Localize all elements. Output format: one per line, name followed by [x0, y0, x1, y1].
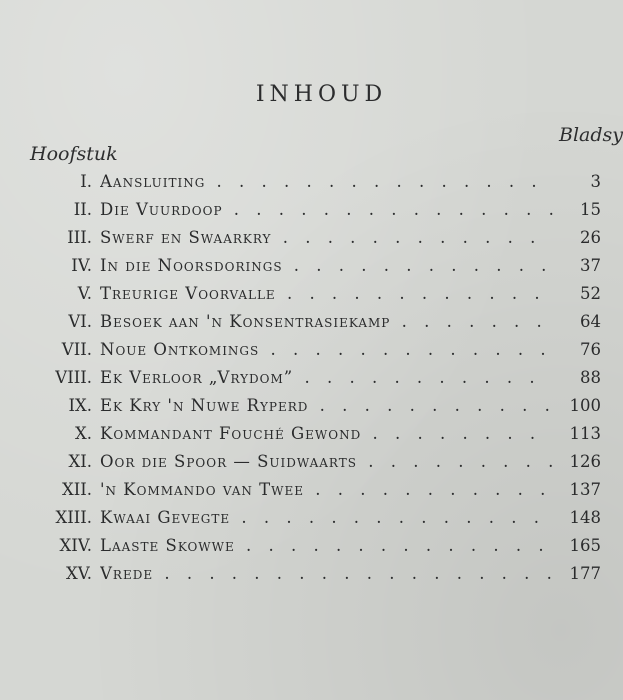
chapter-number: I. [80, 172, 92, 191]
chapter-number: XIV. [59, 536, 92, 555]
page-number: 165 [569, 536, 601, 555]
chapter-title: Treurige Voorvalle . . [100, 280, 553, 308]
page-number: 88 [580, 368, 601, 387]
page-number: 137 [569, 480, 601, 499]
chapter-number: V. [77, 284, 92, 303]
toc-entry [0, 504, 623, 532]
chapter-number: XII. [61, 480, 92, 499]
toc-entry [0, 336, 623, 364]
page-number: 64 [580, 312, 601, 331]
chapter-title: Ek Kry 'n Nuwe Ryperd . . [100, 392, 553, 420]
chapter-title: Die Vuurdoop . . [100, 196, 553, 224]
page-number: 37 [580, 256, 601, 275]
chapter-title: Ek Verloor „Vrydom” . . [100, 364, 553, 392]
chapter-title: In die Noorsdorings . . [100, 252, 553, 280]
chapter-number: X. [75, 424, 92, 443]
chapter-title: Vrede . . [100, 560, 553, 588]
toc-entry [0, 420, 623, 448]
chapter-number: IV. [71, 256, 92, 275]
chapter-number: III. [67, 228, 92, 247]
toc-entry [0, 308, 623, 336]
chapter-title: Kwaai Gevegte . . [100, 504, 553, 532]
page-number: 52 [580, 284, 601, 303]
chapter-number: II. [73, 200, 92, 219]
page-number: 177 [569, 564, 601, 583]
page-title: INHOUD [255, 82, 388, 107]
toc-entry [0, 364, 623, 392]
chapter-title: Oor die Spoor — Suidwaarts . . [100, 448, 553, 476]
page-number: 113 [569, 424, 601, 443]
page-number: 126 [569, 452, 601, 471]
chapter-title: Swerf en Swaarkry . . [100, 224, 553, 252]
chapter-title: Besoek aan 'n Konsentrasiekamp . . [100, 308, 553, 336]
page-number: 3 [590, 172, 601, 191]
toc-entry [0, 532, 623, 560]
chapter-number: IX. [68, 396, 92, 415]
chapter-title: Aansluiting . . [100, 168, 553, 196]
chapter-number: VII. [61, 340, 92, 359]
toc-entry [0, 280, 623, 308]
toc-entry [0, 392, 623, 420]
page-number: 26 [580, 228, 601, 247]
chapter-number: XI. [68, 452, 92, 471]
chapter-number: XIII. [55, 508, 92, 527]
chapter-number: VIII. [55, 368, 92, 387]
toc-entry [0, 448, 623, 476]
chapter-title: 'n Kommando van Twee . . [100, 476, 553, 504]
page-column-header: Bladsy [558, 124, 623, 146]
chapter-title: Noue Ontkomings . . [100, 336, 553, 364]
chapter-column-header: Hoofstuk [30, 143, 118, 165]
page-number: 76 [580, 340, 601, 359]
toc-entry [0, 560, 623, 588]
toc-entry [0, 196, 623, 224]
toc-entry [0, 252, 623, 280]
toc-entry [0, 224, 623, 252]
page-number: 15 [580, 200, 601, 219]
chapter-title: Kommandant Fouché Gewond . . [100, 420, 553, 448]
toc-entry [0, 168, 623, 196]
chapter-number: XV. [65, 564, 92, 583]
chapter-title: Laaste Skowwe . . [100, 532, 553, 560]
toc-entry [0, 476, 623, 504]
page-number: 148 [569, 508, 601, 527]
table-of-contents [0, 168, 623, 588]
page-number: 100 [569, 396, 601, 415]
chapter-number: VI. [68, 312, 92, 331]
